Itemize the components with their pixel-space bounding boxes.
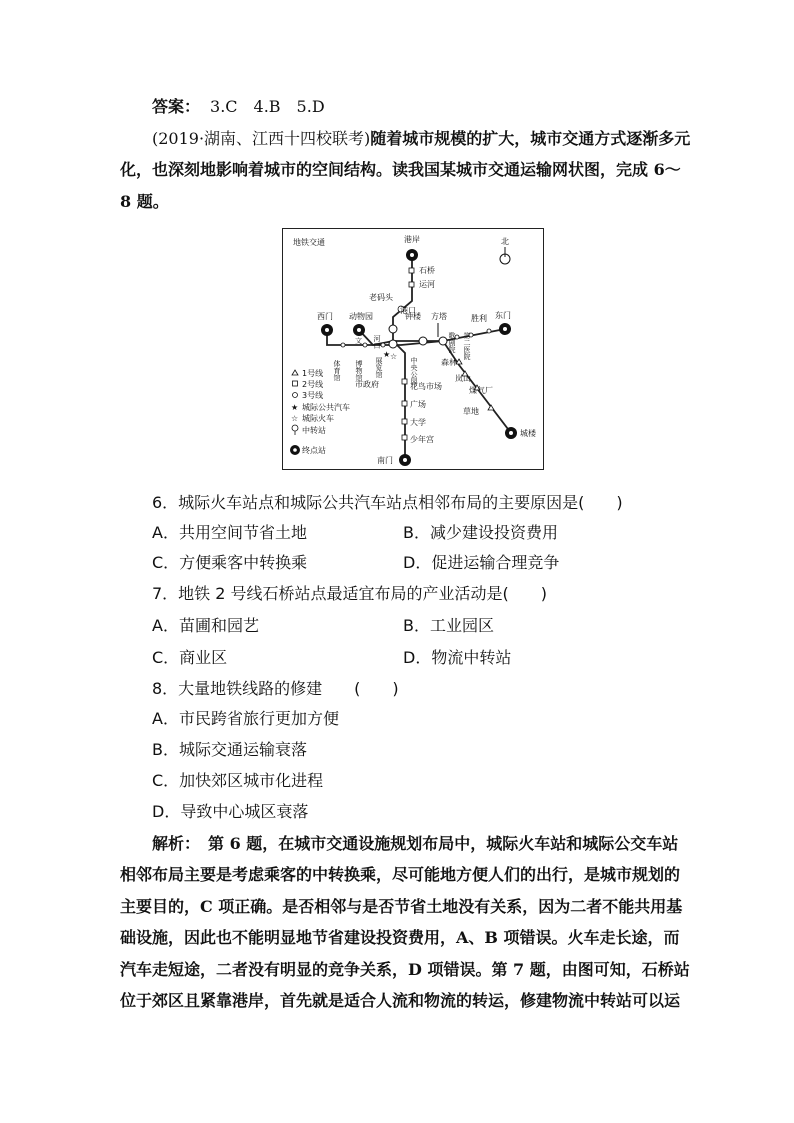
station-fangta: 方塔 (431, 312, 447, 321)
station-dongmen: 东门 (495, 311, 511, 320)
triangle-marker-icon (488, 405, 494, 410)
station-gangkou: 港口 (400, 306, 416, 315)
square-marker-icon (402, 435, 407, 440)
north-label: 北 (501, 237, 509, 246)
terminal-dongmen (499, 323, 511, 335)
station-shizhengfu: 市政府 (355, 380, 379, 389)
station-zhonglou: 钟楼 (405, 312, 421, 321)
answer-line (152, 97, 325, 117)
q6-stem: 6．城际火车站点和城际公共汽车站点相邻布局的主要原因是( ) (152, 493, 623, 512)
analysis-text-1: 第 6 题，在城市交通设施规划布局中，城际火车站和城际公交车站 (192, 834, 679, 853)
q7-option-a[interactable]: A．苗圃和园艺 (152, 616, 259, 635)
analysis-line-6: 位于郊区且紧靠港岸，首先就是适合人流和物流的转运，修建物流中转站可以运 (120, 991, 681, 1010)
station-lanshan: 岚山 (455, 374, 471, 383)
station-zhanlanguan: 展览馆 (375, 357, 383, 378)
circle-legend-icon (293, 393, 298, 398)
analysis-label: 解析： (152, 834, 193, 853)
transfer-marker-icon (419, 337, 427, 345)
legend-label: 城际公共汽车 (302, 403, 350, 412)
legend-label: 终点站 (302, 446, 326, 455)
station-ximen: 西门 (317, 312, 333, 321)
station-tiyuguan: 体育馆 (333, 360, 341, 381)
legend-label: 3号线 (302, 391, 324, 400)
station-zhongyang: 中央公园 (410, 357, 418, 385)
map-legend (290, 368, 350, 455)
analysis-line-1 (152, 834, 678, 854)
terminal-ximen (321, 324, 333, 336)
square-legend-icon (293, 381, 298, 386)
circle-marker-icon (341, 343, 345, 347)
square-marker-icon (409, 282, 414, 287)
station-shaonian: 少年宫 (410, 435, 434, 444)
terminal-legend-dot (293, 448, 297, 452)
q7-stem: 7．地铁 2 号线石桥站点最适宜布局的产业活动是( ) (152, 584, 548, 603)
q8-stem: 8．大量地铁线路的修建 ( ) (152, 679, 399, 698)
terminal-chenglou (505, 427, 517, 439)
star-filled-icon: ★ (383, 350, 391, 359)
station-gangan: 港岸 (404, 235, 420, 244)
station-gesenlin: 歌剧院 (448, 332, 456, 353)
star-open-icon: ☆ (390, 352, 398, 361)
analysis-line-2: 相邻布局主要是考虑乘客的中转换乘，尽可能地方便人们的出行，是城市规划的 (120, 865, 681, 884)
station-caodi: 草地 (463, 407, 479, 416)
station-huaniao: 花鸟市场 (410, 382, 442, 391)
station-chenglou: 城楼 (520, 429, 536, 438)
station-diyi: 第二医院 (463, 332, 471, 360)
transfer-marker-icon (439, 337, 447, 345)
q8-option-d[interactable]: D．导致中心城区衰落 (152, 802, 309, 821)
station-shengli: 胜利 (471, 314, 487, 323)
station-meiqichang: 煤气厂 (469, 386, 493, 395)
q6-option-c[interactable]: C．方便乘客中转换乘 (152, 553, 308, 572)
q8-option-b[interactable]: B．城际交通运输衰落 (152, 740, 307, 759)
triangle-legend-icon (292, 370, 298, 375)
transfer-legend-icon (292, 425, 298, 431)
intro-line-1 (152, 129, 690, 149)
answer-label: 答案： (152, 97, 201, 116)
intro-line-1-text: 随着城市规模的扩大，城市交通方式逐渐多元 (370, 129, 691, 148)
transfer-marker-icon (389, 340, 397, 348)
station-senlin: 森林 (441, 358, 457, 367)
station-hexi: 河口 (373, 335, 381, 349)
transfer-marker-icon (389, 325, 397, 333)
legend-label: 城际火车 (302, 414, 334, 423)
station-yunhe: 运河 (419, 280, 435, 289)
q6-option-a[interactable]: A．共用空间节省土地 (152, 523, 307, 542)
analysis-line-4: 础设施，因此也不能明显地节省建设投资费用，A、B 项错误。火车走长途，而 (120, 928, 680, 947)
station-guangchang: 广场 (410, 400, 426, 409)
answer-value: 3.C 4.B 5.D (210, 97, 325, 116)
q6-option-b[interactable]: B．减少建设投资费用 (403, 523, 558, 542)
station-bowuguan: 博物馆 (355, 360, 363, 381)
terminal-nanmen (399, 454, 411, 466)
square-marker-icon (402, 401, 407, 406)
circle-marker-icon (487, 329, 491, 333)
intro-line-2: 化，也深刻地影响着城市的空间结构。读我国某城市交通运输网状图，完成 6～ (120, 160, 681, 179)
square-marker-icon (409, 268, 414, 273)
station-daxue: 大学 (410, 418, 426, 427)
legend-label: 1号线 (302, 369, 324, 378)
transit-map-svg (283, 229, 545, 471)
square-marker-icon (402, 419, 407, 424)
analysis-line-5: 汽车走短途，二者没有明显的竞争关系，D 项错误。第 7 题，由图可知，石桥站 (120, 960, 690, 979)
station-shiqiao: 石桥 (419, 266, 435, 275)
intro-line-3: 8 题。 (120, 192, 169, 211)
circle-marker-icon (363, 343, 367, 347)
transit-map (282, 228, 544, 470)
q7-option-c[interactable]: C．商业区 (152, 648, 228, 667)
intro-source: (2019·湖南、江西十四校联考) (152, 129, 371, 148)
star-open-legend-icon: ☆ (291, 414, 299, 423)
legend-label: 中转站 (302, 426, 326, 435)
star-filled-legend-icon: ★ (291, 403, 299, 412)
q7-option-d[interactable]: D．物流中转站 (403, 648, 512, 667)
station-wen: 文 (355, 337, 362, 345)
station-dongwuyuan: 动物园 (349, 312, 373, 321)
map-title: 地铁交通 (293, 238, 325, 247)
legend-label: 2号线 (302, 380, 324, 389)
station-laomatou: 老码头 (369, 293, 393, 302)
station-nanmen: 南门 (377, 456, 393, 465)
q8-option-a[interactable]: A．市民跨省旅行更加方便 (152, 709, 339, 728)
circle-marker-icon (381, 343, 385, 347)
q7-option-b[interactable]: B．工业园区 (403, 616, 494, 635)
square-marker-icon (402, 379, 407, 384)
q8-option-c[interactable]: C．加快郊区城市化进程 (152, 771, 324, 790)
analysis-line-3: 主要目的，C 项正确。是否相邻与是否节省土地没有关系，因为二者不能共用基 (120, 897, 683, 916)
terminal-gangan (406, 249, 418, 261)
terminal-dongwuyuan (353, 324, 365, 336)
q6-option-d[interactable]: D．促进运输合理竞争 (403, 553, 560, 572)
